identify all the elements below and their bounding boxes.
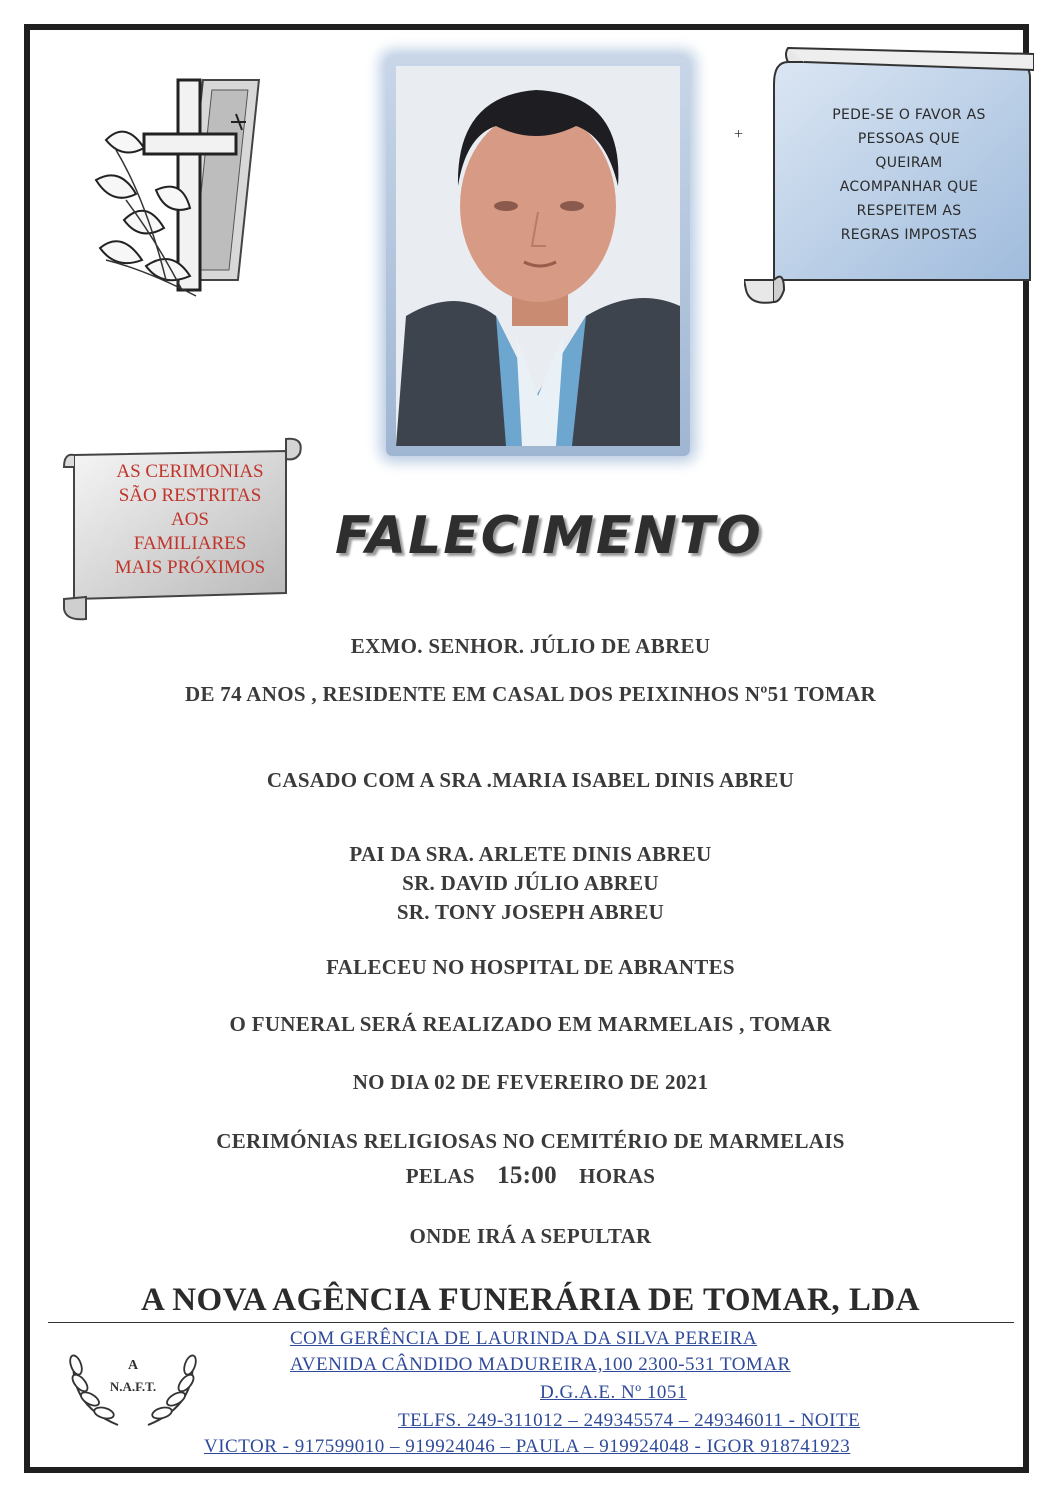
children-line: SR. TONY JOSEPH ABREU — [396, 900, 665, 924]
funeral-line: O FUNERAL SERÁ REALIZADO EM MARMELAIS , TOMAR — [229, 1012, 832, 1036]
scroll-right-text — [795, 103, 1023, 247]
plus-mark: + — [734, 126, 744, 143]
phones-text: TELFS. 249-311012 – 249345574 – 249346011 - NOITE — [398, 1410, 861, 1431]
scroll-left-line: AOS — [170, 509, 209, 530]
management-text: COM GERÊNCIA DE LAURINDA DA SILVA PEREIRA — [290, 1328, 758, 1349]
seal-initials: N.A.F.T. — [109, 1379, 157, 1394]
age-residence-line: DE 74 ANOS , RESIDENTE EM CASAL DOS PEIXINHOS Nº51 TOMAR — [184, 682, 876, 706]
name-line: EXMO. SENHOR. JÚLIO DE ABREU — [350, 634, 711, 658]
seal-letter: A — [127, 1358, 139, 1373]
scroll-right-line: REGRAS IMPOSTAS — [840, 227, 978, 243]
time-suffix: HORAS — [579, 1164, 656, 1188]
cross-lilies-icon — [86, 70, 286, 300]
scroll-left-text — [80, 460, 300, 580]
laurel-wreath-icon — [58, 1325, 208, 1435]
management-line — [290, 1328, 757, 1350]
headline: FALECIMENTO — [335, 506, 763, 566]
scroll-right-line: PEDE-SE O FAVOR AS — [832, 107, 986, 123]
time-prefix: PELAS — [405, 1164, 475, 1188]
burial-line: ONDE IRÁ A SEPULTAR — [409, 1224, 652, 1248]
dgae-line — [540, 1382, 687, 1404]
scroll-left-line: AS CERIMONIAS — [116, 461, 264, 482]
phones-line — [398, 1410, 860, 1432]
scroll-right-line: ACOMPANHAR QUE — [839, 179, 979, 195]
time-line — [0, 1162, 1061, 1190]
agency-name: A NOVA AGÊNCIA FUNERÁRIA DE TOMAR, LDA — [140, 1282, 921, 1318]
scroll-left-line: SÃO RESTRITAS — [118, 485, 262, 506]
scroll-right-line: QUEIRAM — [875, 155, 943, 171]
address-line — [290, 1354, 791, 1376]
time-value: 15:00 — [497, 1162, 557, 1189]
scroll-left-line: MAIS PRÓXIMOS — [114, 557, 266, 578]
footer-divider — [48, 1322, 1014, 1323]
address-text: AVENIDA CÂNDIDO MADUREIRA,100 2300-531 TOMAR — [290, 1354, 791, 1375]
scroll-right-line: PESSOAS QUE — [857, 131, 961, 147]
date-line: NO DIA 02 DE FEVEREIRO DE 2021 — [352, 1070, 709, 1094]
children-line: SR. DAVID JÚLIO ABREU — [402, 871, 659, 895]
spouse-line: CASADO COM A SRA .MARIA ISABEL DINIS ABREU — [266, 768, 795, 792]
scroll-right-line: RESPEITEM AS — [856, 203, 962, 219]
ceremony-line: CERIMÓNIAS RELIGIOSAS NO CEMITÉRIO DE MARMELAIS — [216, 1129, 845, 1153]
death-place-line: FALECEU NO HOSPITAL DE ABRANTES — [326, 955, 735, 979]
night-contacts-text: VICTOR - 917599010 – 919924046 – PAULA – 919924048 - IGOR 918741923 — [204, 1436, 851, 1457]
scroll-left-line: FAMILIARES — [133, 533, 247, 554]
children-line: PAI DA SRA. ARLETE DINIS ABREU — [349, 842, 712, 866]
dgae-text: D.G.A.E. Nº 1051 — [540, 1382, 687, 1403]
night-contacts-line — [204, 1436, 850, 1458]
deceased-portrait — [386, 56, 690, 456]
